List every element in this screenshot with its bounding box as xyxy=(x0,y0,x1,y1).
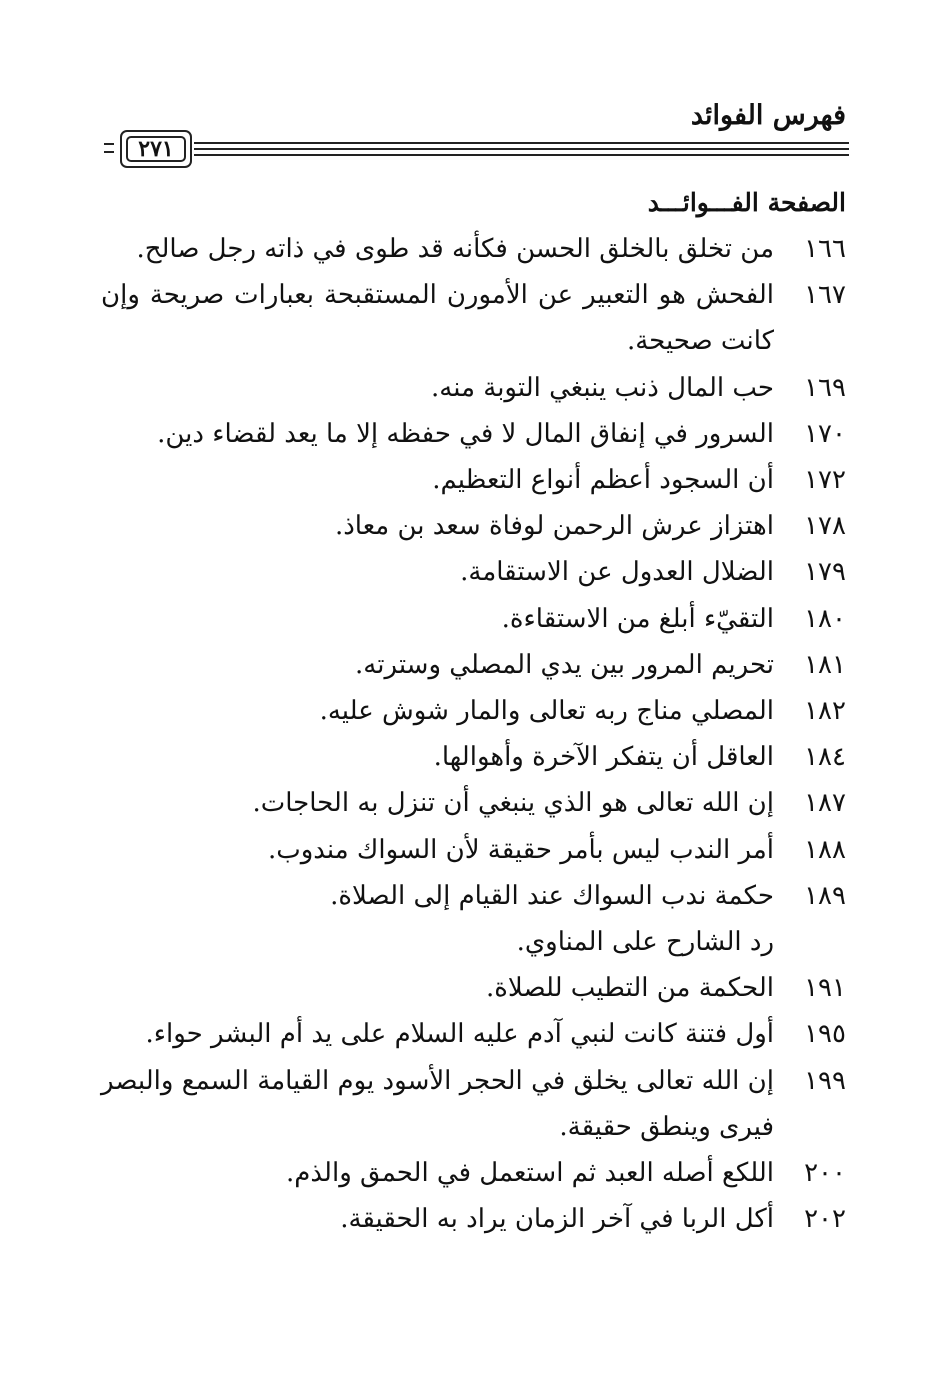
entry-text: الفحش هو التعبير عن الأمورن المستقبحة بعبارات صريحة وإن كانت صحيحة. xyxy=(101,280,774,357)
page-number: ٢٧١ xyxy=(126,136,186,162)
entry-text: رد الشارح على المناوي. xyxy=(516,927,774,958)
entry-text: حكمة ندب السواك عند القيام إلى الصلاة. xyxy=(330,880,774,911)
index-entry xyxy=(101,1058,846,1150)
index-entry xyxy=(101,1150,846,1196)
entry-page: ٢٠٢ xyxy=(804,1204,846,1235)
index-entry xyxy=(101,503,846,549)
index-entry xyxy=(101,873,846,919)
entry-text: إن الله تعالى هو الذي ينبغي أن تنزل به الحاجات. xyxy=(252,788,774,819)
entry-text: اللكع أصله العبد ثم استعمل في الحمق والذم. xyxy=(286,1158,774,1189)
running-header-title: فهرس الفوائد xyxy=(690,100,846,131)
entry-page: ١٩٥ xyxy=(804,1019,846,1050)
index-entry xyxy=(101,919,846,965)
rule-tick xyxy=(104,143,114,145)
index-entry xyxy=(101,1196,846,1242)
rule-line xyxy=(194,148,849,150)
header-rule xyxy=(104,130,849,170)
index-entry xyxy=(101,365,846,411)
entry-page: ١٧٢ xyxy=(804,465,846,496)
entry-page: ١٧٠ xyxy=(804,418,846,449)
entry-text: من تخلق بالخلق الحسن فكأنه قد طوى في ذاته رجل صالح. xyxy=(136,234,774,264)
entry-text: المصلي مناج ربه تعالى والمار شوش عليه. xyxy=(319,696,774,727)
entry-page: ١٨٧ xyxy=(804,788,846,819)
page-number-frame xyxy=(120,130,192,168)
entry-page: ١٧٩ xyxy=(804,557,846,588)
entry-text: الحكمة من التطيب للصلاة. xyxy=(486,973,774,1004)
column-header: الصفحة الفـــوائـــد xyxy=(647,188,846,217)
index-entry xyxy=(101,642,846,688)
rule-line xyxy=(194,154,849,156)
entry-page: ٢٠٠ xyxy=(804,1158,846,1189)
index-entry xyxy=(101,965,846,1011)
index-entry xyxy=(101,457,846,503)
entry-page: ١٩٩ xyxy=(804,1065,846,1096)
index-entry xyxy=(101,411,846,457)
entry-text: اهتزاز عرش الرحمن لوفاة سعد بن معاذ. xyxy=(334,511,774,542)
index-entry xyxy=(101,549,846,595)
rule-line xyxy=(194,142,849,144)
entry-page: ١٩١ xyxy=(804,973,846,1004)
index-entry xyxy=(101,272,846,364)
entry-page: ١٨٠ xyxy=(804,603,846,634)
entry-page xyxy=(774,919,846,965)
entry-text: أكل الربا في آخر الزمان يراد به الحقيقة. xyxy=(340,1204,774,1235)
entry-text: التقيّء أبلغ من الاستقاءة. xyxy=(501,603,774,634)
entry-page: ١٨٤ xyxy=(804,742,846,773)
entry-page: ١٨١ xyxy=(804,649,846,680)
entry-page: ١٦٧ xyxy=(804,280,846,311)
entry-text: إن الله تعالى يخلق في الحجر الأسود يوم القيامة السمع والبصر فيرى وينطق حقيقة. xyxy=(101,1065,774,1142)
index-entry xyxy=(101,596,846,642)
entry-text: العاقل أن يتفكر الآخرة وأهوالها. xyxy=(433,742,774,773)
entry-page: ١٧٨ xyxy=(804,511,846,542)
index-list xyxy=(101,180,846,1242)
index-entry xyxy=(101,780,846,826)
index-entry xyxy=(101,226,846,272)
entry-text: أن السجود أعظم أنواع التعظيم. xyxy=(432,465,774,496)
entry-page: ١٦٩ xyxy=(804,372,846,403)
index-entry xyxy=(101,827,846,873)
entry-page: ١٦٦ xyxy=(804,234,846,264)
index-entry xyxy=(101,688,846,734)
entry-text: الضلال العدول عن الاستقامة. xyxy=(460,557,774,588)
rule-tick xyxy=(104,151,114,153)
index-entry xyxy=(101,734,846,780)
entry-text: أمر الندب ليس بأمر حقيقة لأن السواك مندوب. xyxy=(267,834,774,865)
index-entry xyxy=(101,1011,846,1057)
entry-text: تحريم المرور بين يدي المصلي وسترته. xyxy=(355,649,774,680)
entry-text: أول فتنة كانت لنبي آدم عليه السلام على يد أم البشر حواء. xyxy=(145,1019,774,1050)
entry-text: حب المال ذنب ينبغي التوبة منه. xyxy=(431,372,774,403)
entry-text: السرور في إنفاق المال لا في حفظه إلا ما يعد لقضاء دين. xyxy=(157,418,774,449)
entry-page: ١٨٨ xyxy=(804,834,846,865)
entry-page: ١٨٢ xyxy=(804,696,846,727)
entry-page: ١٨٩ xyxy=(804,880,846,911)
